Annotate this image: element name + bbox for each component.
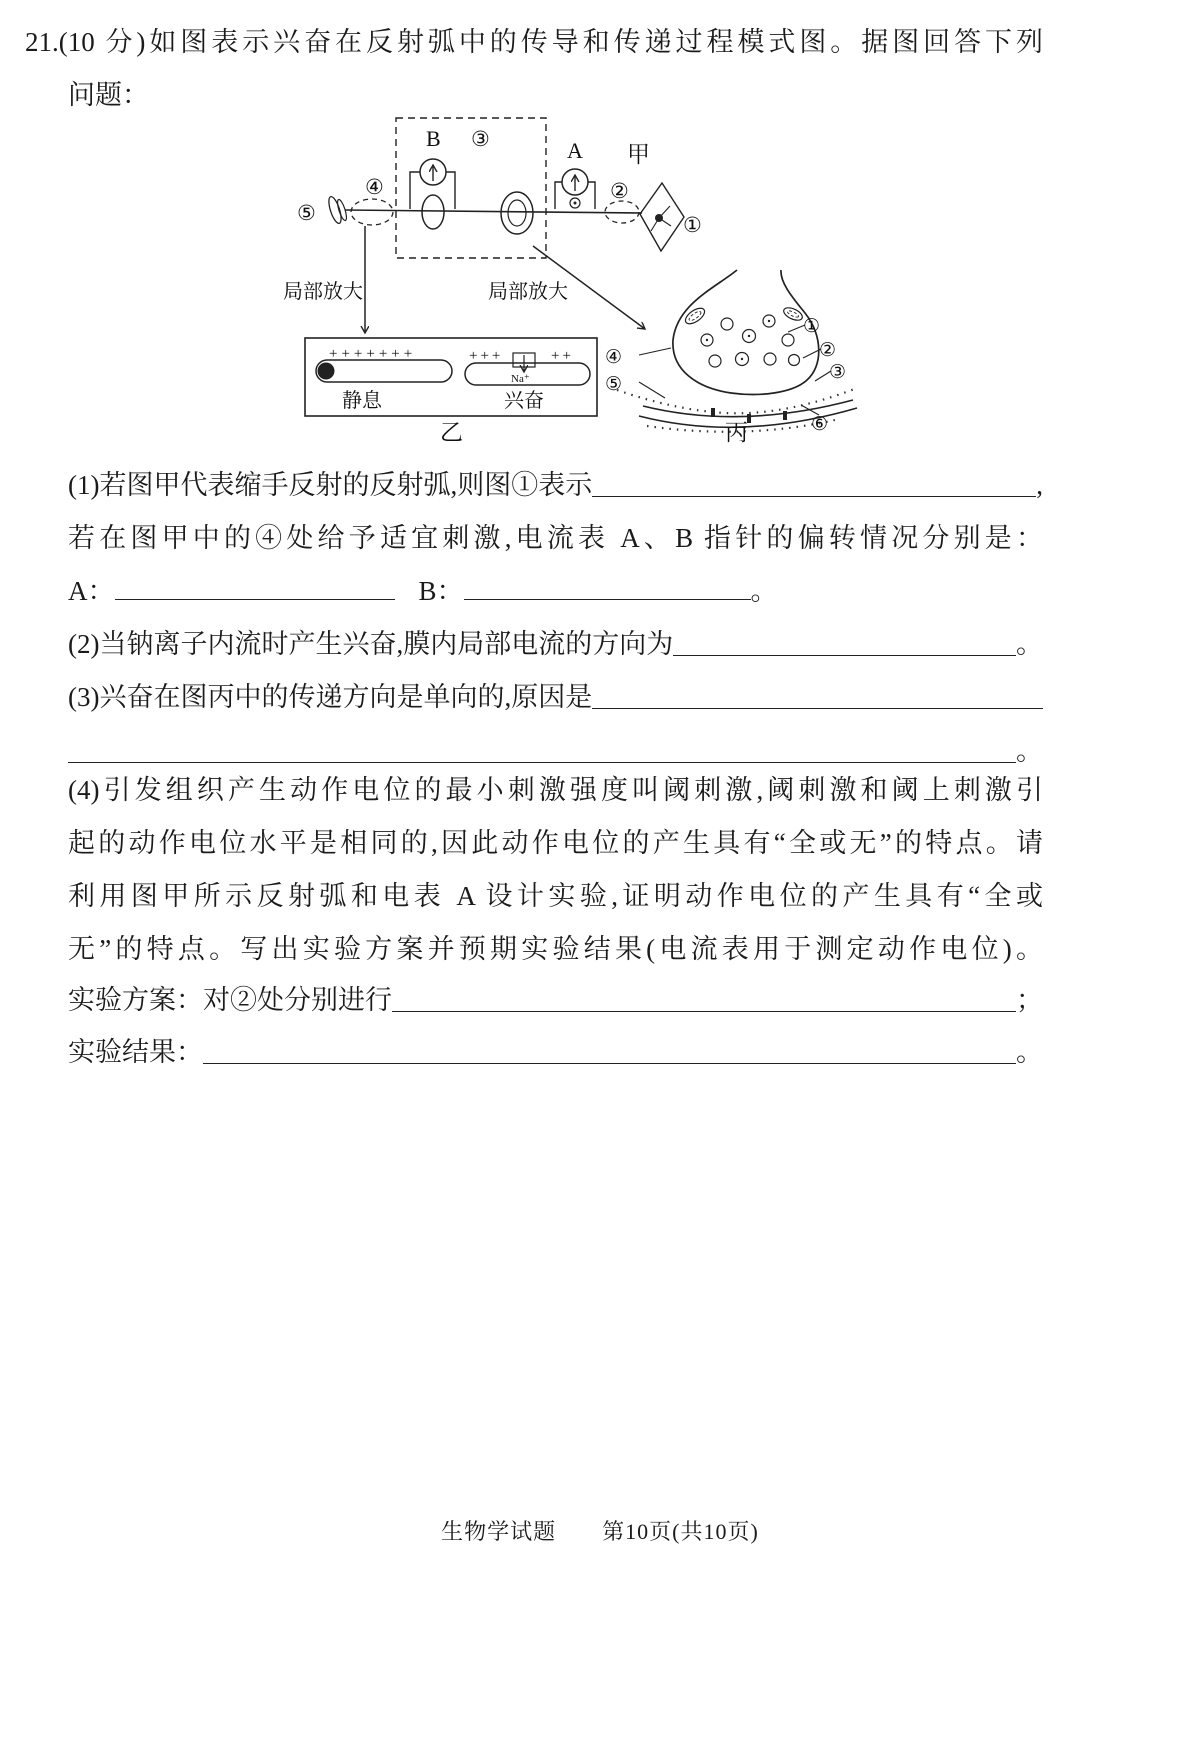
part4-line2: 起的动作电位水平是相同的,因此动作电位的产生具有“全或无”的特点。请: [68, 828, 1043, 858]
receptor-post: [783, 411, 787, 420]
neuron-body-2: [501, 192, 533, 234]
resting-axon: [316, 360, 452, 382]
answer-blank-1: [592, 496, 1036, 497]
plan-label: 实验方案：对②处分别进行: [68, 985, 392, 1015]
muscle-icon: [326, 195, 343, 224]
answer-a-label: A：: [68, 576, 115, 606]
answer-blank-3: [464, 598, 751, 600]
figure-diagram: [245, 108, 905, 448]
answer-blank-7: [392, 1011, 1016, 1012]
excited-charges-right: ++: [551, 348, 574, 364]
yi-membrane-diagram: [305, 338, 597, 445]
part2-line: [68, 624, 1043, 664]
junction-4-dashed: [351, 199, 393, 225]
resting-label: 静息: [342, 390, 382, 412]
label-circle3: ③: [471, 127, 490, 151]
answer-blank-2: [115, 598, 395, 600]
question-intro-line2: 问题：: [68, 80, 149, 110]
synapse-label-1: ①: [803, 316, 821, 337]
ammeter-b-label: B: [426, 126, 441, 151]
result-period: 。: [1016, 1037, 1043, 1067]
answer-blank-8: [203, 1063, 1016, 1064]
reflex-arc-figure: [245, 108, 905, 448]
ammeter-a-label: A: [567, 138, 583, 163]
label-bing: 丙: [725, 420, 748, 445]
result-line: [68, 1032, 1043, 1072]
part4-line3: 利用图甲所示反射弧和电表 A 设计实验,证明动作电位的产生具有“全或: [68, 881, 1043, 911]
nerve-line: [345, 210, 642, 213]
synapse-label-5: ⑤: [605, 374, 623, 395]
question-number: 21.: [25, 27, 59, 57]
cleft-stipple: [617, 388, 857, 413]
label-circle4: ④: [365, 175, 384, 199]
part4-line1: (4)引发组织产生动作电位的最小刺激强度叫阈刺激,阈刺激和阈上刺激引: [68, 775, 1043, 805]
excited-charges-left: +++: [469, 348, 504, 364]
part1-line2: 若在图甲中的④处给予适宜刺激,电流表 A、B 指针的偏转情况分别是：: [68, 523, 1043, 553]
part1-text: (1)若图甲代表缩手反射的反射弧,则图①表示: [68, 470, 593, 500]
excited-label: 兴奋: [504, 390, 544, 412]
page-footer: 生物学试题 第10页(共10页): [441, 1519, 759, 1544]
label-jia: 甲: [627, 142, 650, 167]
mitochondrion-icon: [683, 305, 707, 327]
part2-period: 。: [1016, 629, 1043, 659]
part2-text: (2)当钠离子内流时产生兴奋,膜内局部电流的方向为: [68, 629, 674, 659]
zoom-left-label: 局部放大: [283, 281, 363, 303]
part4-line4: 无”的特点。写出实验方案并预期实验结果(电流表用于测定动作电位)。: [68, 934, 1043, 964]
part3-line1: [68, 677, 1043, 717]
receptor-post: [711, 408, 715, 417]
bing-synapse-diagram: [605, 270, 857, 445]
answer-b-label: B：: [418, 576, 464, 606]
synapse-label-3: ③: [829, 362, 847, 383]
answer-blank-5: [592, 708, 1043, 709]
part1-line1: [68, 465, 1043, 505]
label-circle5: ⑤: [297, 201, 316, 225]
resting-charges: +++++++: [329, 346, 417, 362]
synapse-label-6: ⑥: [811, 414, 829, 435]
plan-line: [68, 980, 1043, 1020]
question-intro-line1: [25, 22, 1043, 62]
part1-period: 。: [750, 576, 778, 606]
label-circle1: ①: [683, 213, 702, 237]
question-intro-text: (10 分)如图表示兴奋在反射弧中的传导和传递过程模式图。据图回答下列: [58, 27, 1043, 57]
part3-line2: [68, 731, 1043, 771]
neuron-body-1: [422, 195, 444, 229]
synaptic-vesicles: [701, 315, 800, 367]
part3-period: 。: [1016, 736, 1043, 766]
part1-line3: [68, 571, 778, 611]
zoom-right-label: 局部放大: [488, 281, 568, 303]
jia-reflex-arc: [297, 118, 702, 258]
na-label: Na⁺: [511, 373, 530, 385]
synapse-label-2: ②: [819, 340, 837, 361]
presynaptic-bouton: [673, 270, 819, 394]
synapse-label-4: ④: [605, 347, 623, 368]
part1-comma: ,: [1036, 470, 1043, 500]
answer-blank-4: [673, 655, 1016, 656]
enlargement-arrows: [283, 226, 645, 333]
label-yi: 乙: [440, 420, 463, 445]
plan-semicolon: ；: [1016, 985, 1043, 1015]
answer-blank-6: [68, 762, 1016, 763]
label-circle2: ②: [610, 179, 629, 203]
result-label: 实验结果：: [68, 1037, 203, 1067]
part3-text: (3)兴奋在图丙中的传递方向是单向的,原因是: [68, 682, 593, 712]
